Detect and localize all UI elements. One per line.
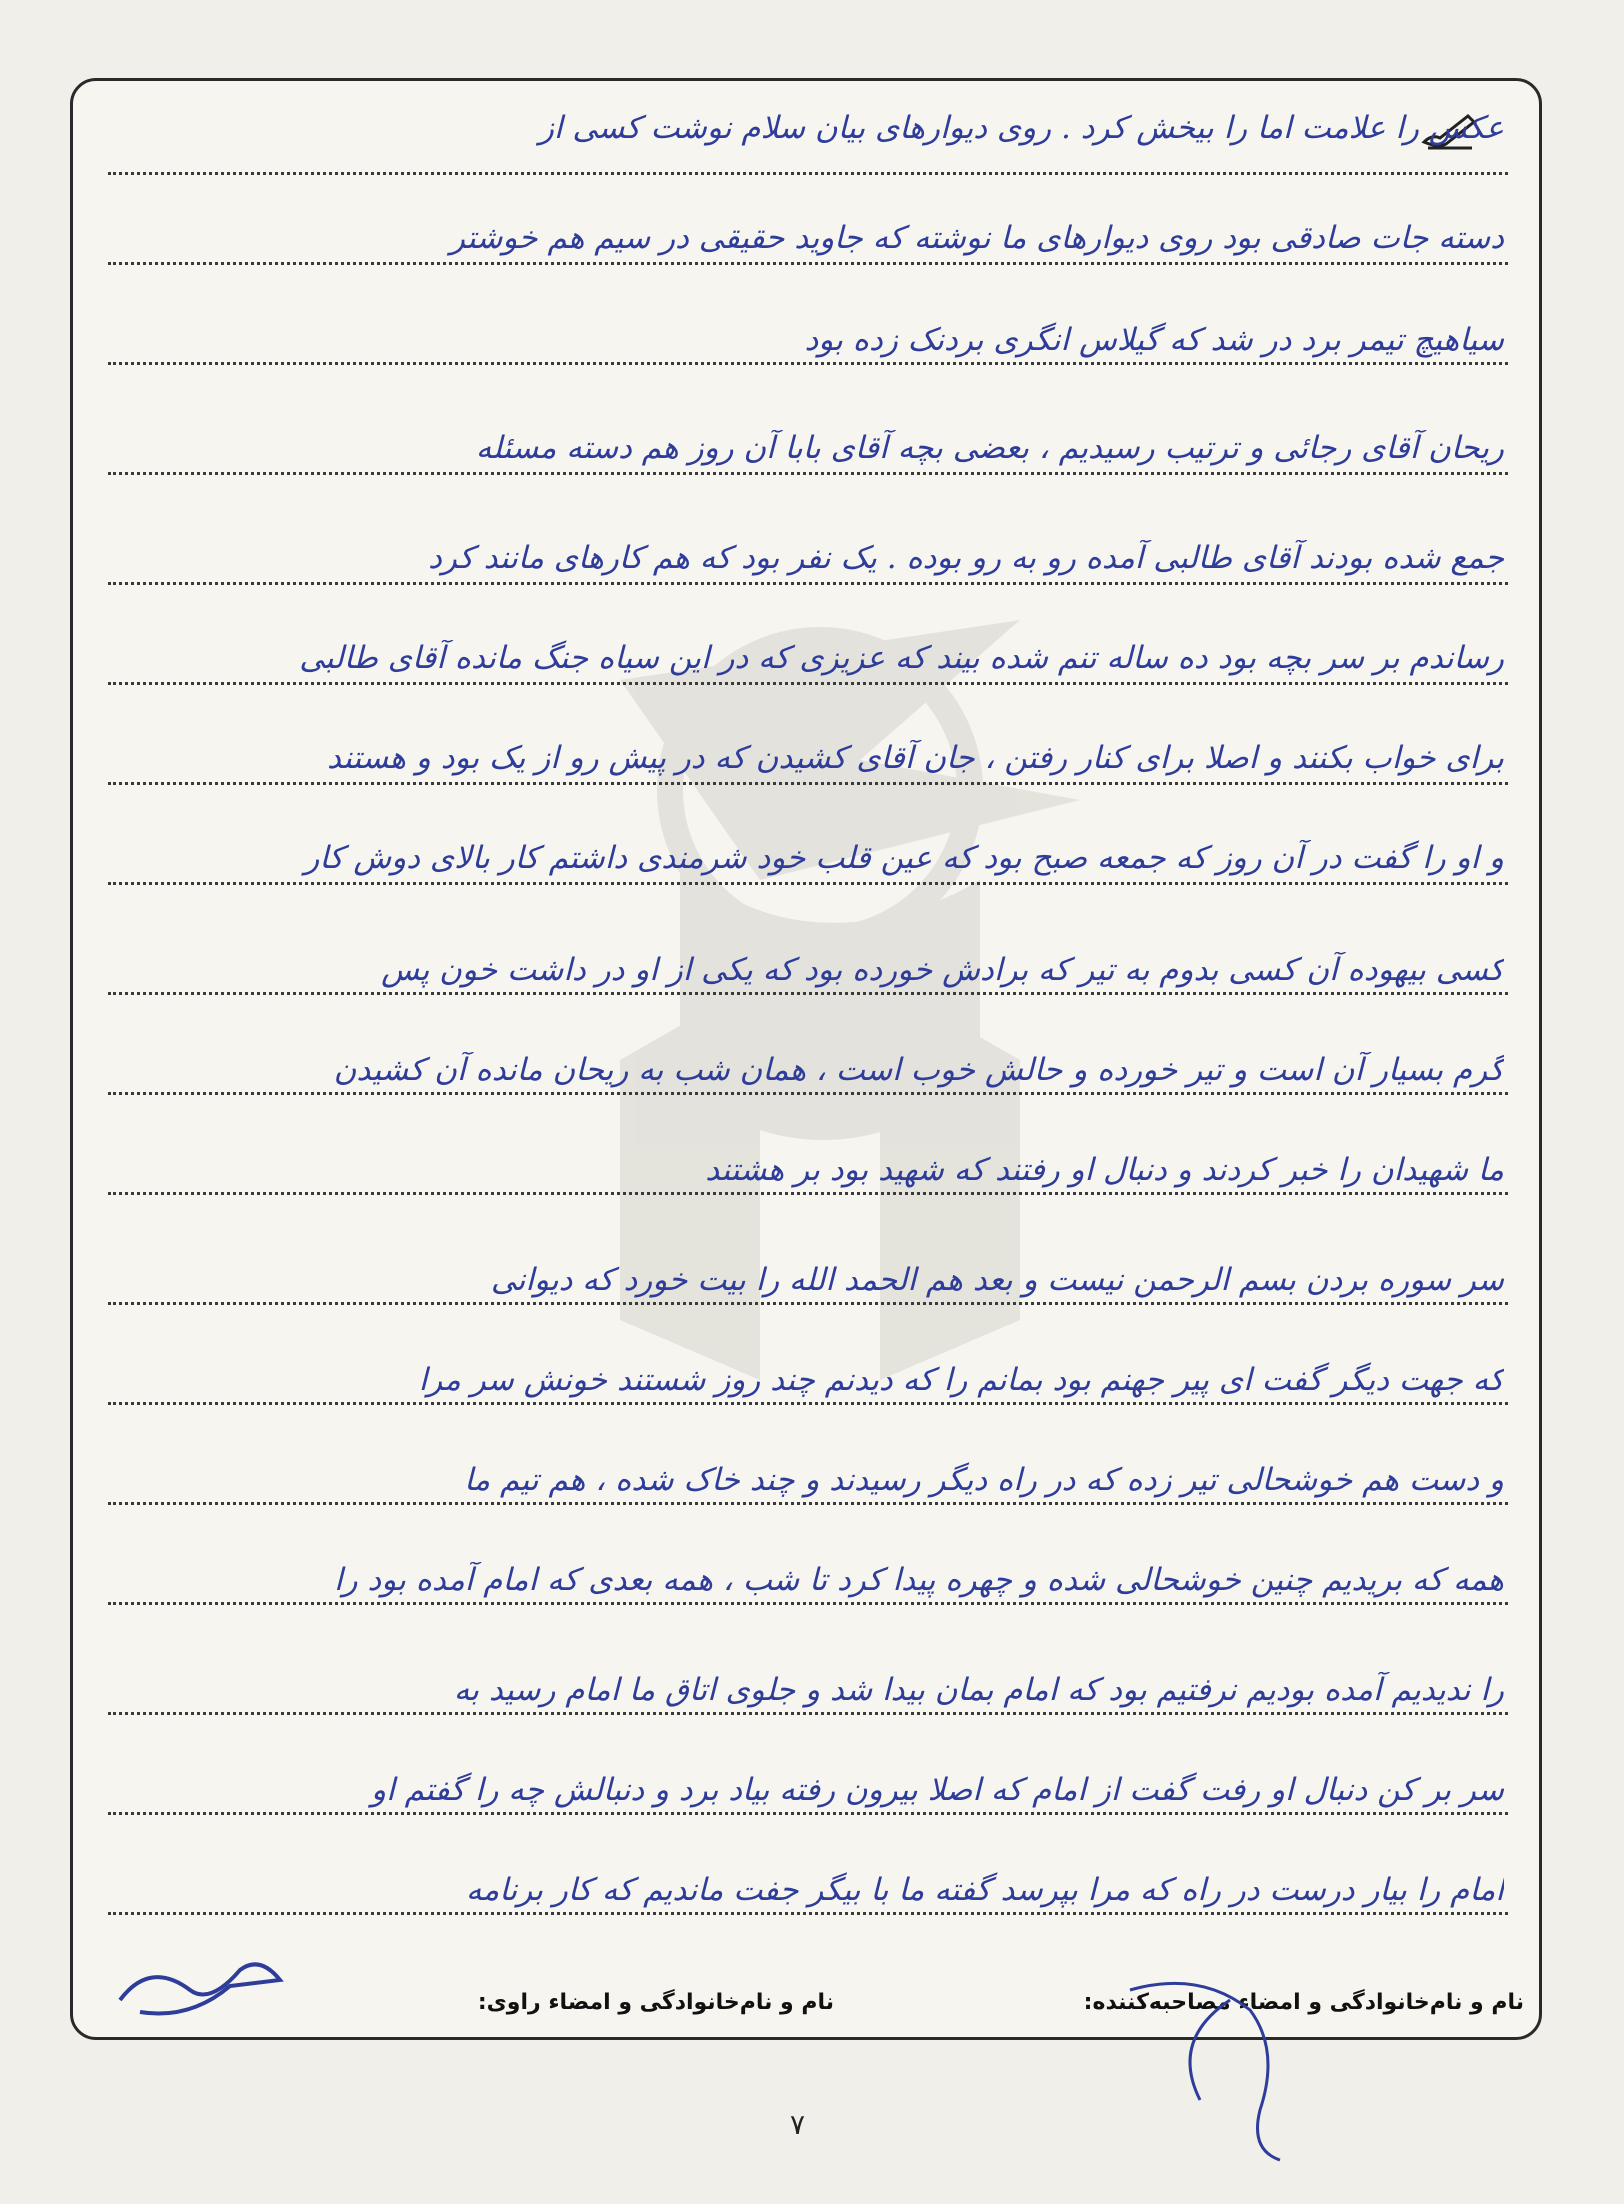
ruled-line — [108, 1092, 1508, 1095]
ruled-line — [108, 1812, 1508, 1815]
interviewer-signature-icon — [1110, 1960, 1340, 2170]
handwritten-line: امام را بیار درست در راه که مرا بپرسد گفته ما با بیگر جفت ماندیم که کار برنامه — [465, 1872, 1504, 1908]
handwritten-line: ریحان آقای رجائی و ترتیب رسیدیم ، بعضی بچه آقای بابا آن روز هم دسته مسئله — [475, 430, 1504, 466]
ruled-line — [108, 582, 1508, 585]
ruled-line — [108, 782, 1508, 785]
ruled-line — [108, 1192, 1508, 1195]
narrator-signature-label: نام و نام‌خانوادگی و امضاء راوی: — [477, 1990, 834, 2015]
handwritten-line: که جهت دیگر گفت ای پیر جهنم بود بمانم را که دیدنم چند روز شستند خونش سر مرا — [418, 1362, 1504, 1398]
handwritten-line: رساندم بر سر بچه بود ده ساله تنم شده بیند که عزیزی که در این سیاه جنگ مانده آقای طالبی — [299, 640, 1504, 676]
ruled-line — [108, 472, 1508, 475]
handwritten-line: عکس را علامت اما را بیخش کرد . روی دیوارهای بیان سلام نوشت کسی از — [538, 110, 1504, 146]
handwritten-line: همه که بریدیم چنین خوشحالی شده و چهره پیدا کرد تا شب ، همه بعدی که امام آمده بود را — [333, 1562, 1504, 1598]
ruled-line — [108, 172, 1508, 175]
ruled-line — [108, 1502, 1508, 1505]
emblem-watermark-icon — [560, 560, 1080, 1460]
handwritten-line: دسته جات صادقی بود روی دیوارهای ما نوشته که جاوید حقیقی در سیم هم خوشتر — [449, 220, 1504, 256]
handwritten-line: سیاهیچ تیمر برد در شد که گیلاس انگری بردنک زده بود — [804, 322, 1504, 358]
page-number: ۷ — [790, 2108, 806, 2141]
ruled-line — [108, 882, 1508, 885]
handwritten-line: سر بر کن دنبال او رفت گفت از امام که اصلا بیرون رفته بیاد برد و دنبالش چه را گفتم او — [371, 1772, 1504, 1808]
ruled-line — [108, 1712, 1508, 1715]
narrator-signature-icon — [110, 1950, 300, 2030]
handwritten-line: و دست هم خوشحالی تیر زده که در راه دیگر رسیدند و چند خاک شده ، هم تیم ما — [464, 1462, 1504, 1498]
ruled-line — [108, 262, 1508, 265]
ruled-line — [108, 1302, 1508, 1305]
ruled-line — [108, 1402, 1508, 1405]
handwritten-line: سر سوره بردن بسم الرحمن نیست و بعد هم الحمد الله را بیت خورد که دیوانی — [490, 1262, 1504, 1298]
ruled-line — [108, 1602, 1508, 1605]
interviewer-signature-label: نام و نام‌خانوادگی و امضاء مصاحبه‌کننده: — [1083, 1990, 1524, 2015]
ruled-line — [108, 1912, 1508, 1915]
ruled-line — [108, 362, 1508, 365]
handwritten-line: برای خواب بکنند و اصلا برای کنار رفتن ، جان آقای کشیدن که در پیش رو از یک بود و هستند — [327, 740, 1504, 776]
handwritten-line: گرم بسیار آن است و تیر خورده و حالش خوب است ، همان شب به ریحان مانده آن کشیدن — [333, 1052, 1504, 1088]
handwritten-line: را ندیدیم آمده بودیم نرفتیم بود که امام بمان بیدا شد و جلوی اتاق ما امام رسید به — [453, 1672, 1504, 1708]
ruled-line — [108, 682, 1508, 685]
handwritten-line: و او را گفت در آن روز که جمعه صبح بود که عین قلب خود شرمندی داشتم کار بالای دوش کار — [304, 840, 1504, 876]
handwritten-line: کسی بیهوده آن کسی بدوم به تیر که برادش خورده بود که یکی از او در داشت خون پس — [381, 952, 1504, 988]
ruled-line — [108, 992, 1508, 995]
handwritten-line: جمع شده بودند آقای طالبی آمده رو به رو بوده . یک نفر بود که هم کارهای مانند کرد — [428, 540, 1504, 576]
handwritten-line: ما شهیدان را خبر کردند و دنبال او رفتند که شهید بود بر هشتند — [705, 1152, 1504, 1188]
